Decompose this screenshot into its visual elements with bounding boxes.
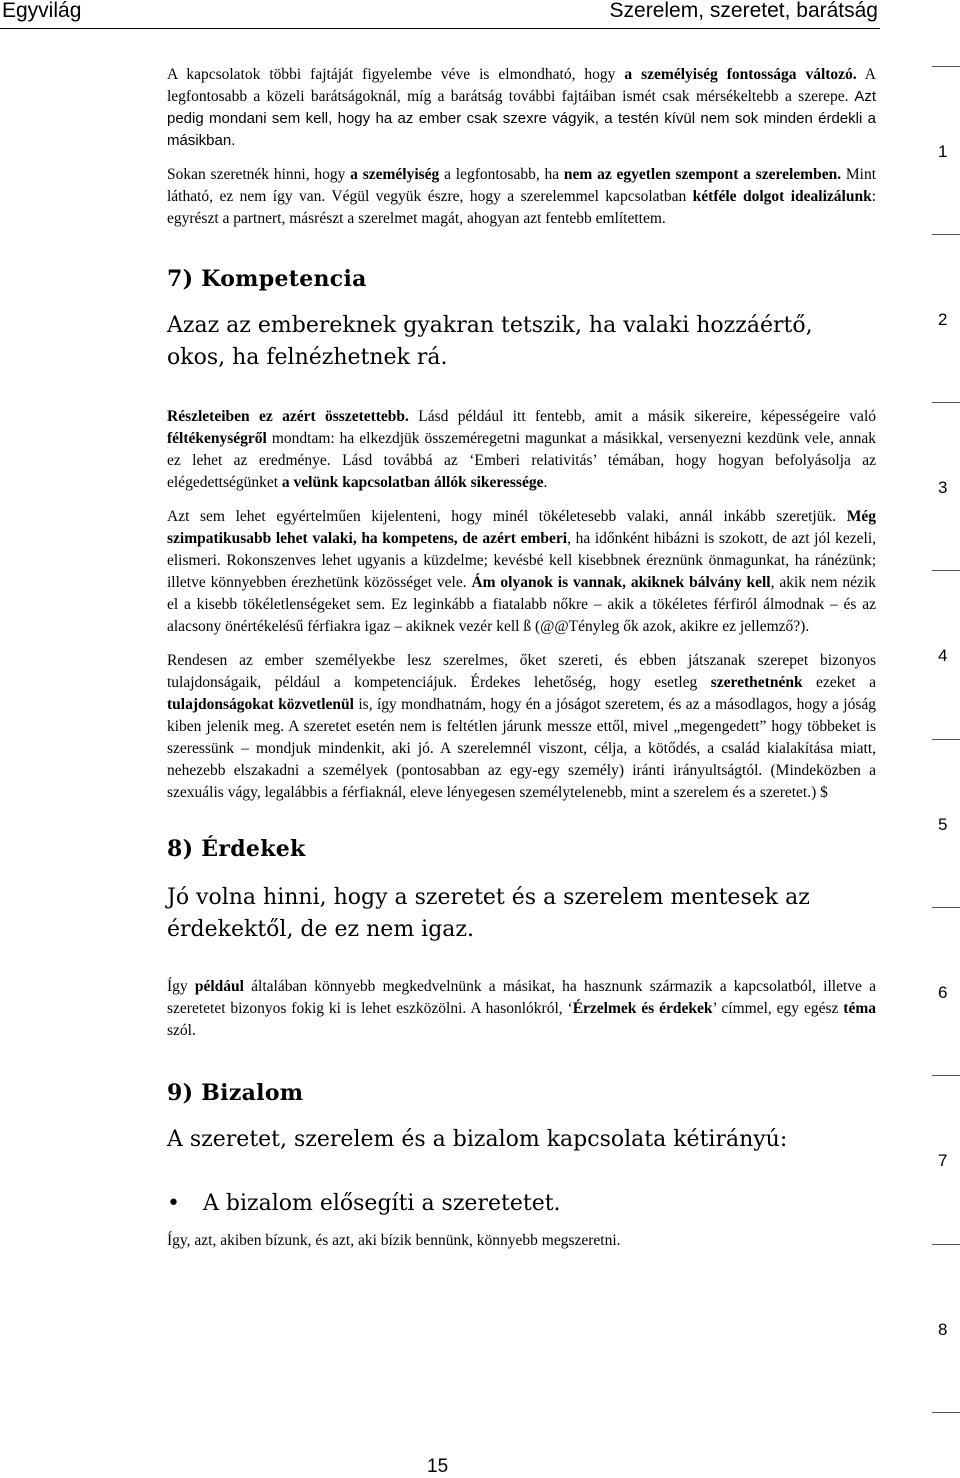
text: , akik nem nézik el a kisebb tökéletlenségeket sem. Ez leginkább a fiatalabb nőkre – akik a tökéletes férfiról álmodnak – és az alacsony önértékelésű férfiakra igaz – akiknek vezér kell ß (@@Tényleg ők azok, akikre ez jellemző?). [167, 574, 876, 635]
text: általában könnyebb megkedvelnünk a másikat, ha hasznunk származik a kapcsolatból, illetve a szeretetet bizonyos fokig ki is lehet eszközölni. A hasonlókról, ‘ [167, 978, 876, 1017]
bold-text: féltékenységről [167, 430, 267, 447]
document-body [167, 64, 876, 1264]
bold-text: nem az egyetlen szempont a szerelemben. [563, 166, 842, 183]
margin-number: 5 [938, 815, 948, 834]
header-left-title: Egyvilág [2, 0, 82, 22]
bold-text: a személyiség [350, 166, 440, 183]
bold-text: tulajdonságokat közvetlenül [167, 696, 354, 713]
page-header [0, 0, 880, 29]
margin-divider [932, 907, 960, 908]
paragraph-qualities [167, 650, 876, 804]
paragraph-interests [167, 976, 876, 1042]
bold-text: téma [843, 1000, 876, 1017]
margin-divider [932, 739, 960, 740]
paragraph-perfection [167, 506, 876, 638]
text: : egyrészt a partnert, másrészt a szerelmet magát, ahogyan azt fentebb említettem. [167, 188, 877, 227]
text: ezeket a [802, 674, 876, 691]
text: Azt pedig mondani sem kell, hogy ha az ember csak szexre vágyik, a testén kívül nem sok minden érdekli a másikban. [167, 88, 876, 149]
margin-number: 2 [938, 310, 948, 329]
bullet-text: A bizalom elősegíti a szeretetet. [203, 1191, 561, 1216]
bold-text: a személyiség fontossága változó. [624, 66, 857, 83]
paragraph-personality-importance [167, 64, 876, 152]
text: mondtam: ha elkezdjük összeméregetni magunkat a másikkal, versenyezni kezdünk vele, annak ez lehet az eredménye. Lásd továbbá az ‘Emberi relativitás’ témában, hogy hogyan befolyásolja az elégedettségünket [167, 430, 876, 491]
text: ’ címmel, egy egész [712, 1000, 844, 1017]
text: Mint látható, ez nem így van. Végül vegyük észre, hogy a szerelemmel kapcsolatban [167, 166, 877, 205]
section-lead-kompetencia: Azaz az embereknek gyakran tetszik, ha valaki hozzáértő, okos, ha felnézhetnek rá. [167, 313, 813, 370]
text: , ha időnként hibázni is szokott, de azt jól kezeli, elismeri. Rokonszenves lehet ugyanis a küzdelme; kevésbé kell kisebbnek éreznünk önmagunkat, ha ránézünk; illetve könnyebben érezhetünk közösséget vele. [167, 530, 877, 591]
page-number: 15 [427, 1456, 449, 1477]
margin-number: 6 [938, 983, 948, 1002]
text: A kapcsolatok többi fajtáját figyelembe véve is elmondható, hogy [167, 66, 625, 83]
text: . [543, 474, 548, 491]
text: Így [167, 978, 195, 995]
bold-text: Részleteiben ez azért összetettebb. [167, 408, 409, 425]
bullet-item [167, 1188, 876, 1220]
bold-text: szerethetnénk [710, 674, 803, 691]
paragraph-trust-closing: Így, azt, akiben bízunk, és azt, aki bízik bennünk, könnyebb megszeretni. [167, 1232, 621, 1249]
paragraph-complexity [167, 406, 876, 494]
margin-number: 8 [938, 1320, 948, 1339]
bullet-dot-icon: • [167, 1191, 180, 1216]
margin-divider [932, 1075, 960, 1076]
margin-number: 3 [938, 478, 948, 497]
text: Azt sem lehet egyértelműen kijelenteni, hogy minél tökéletesebb valaki, annál inkább szeretjük. [167, 508, 847, 525]
section-lead-erdekek: Jó volna hinni, hogy a szeretet és a szerelem mentesek az érdekektől, de ez nem igaz. [167, 885, 810, 942]
margin-divider [932, 1412, 960, 1413]
text: szól. [167, 1022, 196, 1039]
margin-divider [932, 570, 960, 571]
margin-divider [932, 66, 960, 67]
section-lead-bizalom: A szeretet, szerelem és a bizalom kapcsolata kétirányú: [167, 1127, 788, 1152]
paragraph-idealization [167, 164, 876, 230]
bold-text: a velünk kapcsolatban állók sikeressége [281, 474, 544, 491]
text: A legfontosabb a közeli barátságoknál, míg a barátság további fajtáiban ismét csak mérsékeltebb a szerepe. [167, 66, 876, 105]
text: Rendesen az ember személyekbe lesz szerelmes, őket szereti, és ebben játszanak szerepet bizonyos tulajdonságaik, például a kompetenciájuk. Érdekes lehetőség, hogy esetleg [167, 652, 876, 691]
text: is, így mondhatnám, hogy én a jóságot szeretem, és az a másodlagos, hogy a jóság kiben jelenik meg. A szeretet esetén nem is feltétlen járunk messze ettől, mivel „megengedett” hogy többeket is szeressünk – mondjuk mindenkit, aki jó. A szerelemnél viszont, célja, a kötődés, a család kialakítása miatt, nehezebb elszakadni a személyek (pontosabban az egy-egy személy) iránti irányultságtól. (Mindeközben a szexuális vágy, legalábbis a férfiaknál, eleve lényegesen személytelenebb, mint a szerelem és a szeretet.) $ [167, 696, 876, 801]
bold-text: Ám olyanok is vannak, akiknek bálvány kell [471, 574, 771, 591]
margin-number: 7 [938, 1151, 948, 1170]
text: Sokan szeretnék hinni, hogy [167, 166, 351, 183]
margin-number: 4 [938, 646, 948, 665]
text: a legfontosabb, ha [439, 166, 564, 183]
bold-text: Még szimpatikusabb lehet valaki, ha kompetens, de azért emberi [167, 508, 876, 547]
header-right-title: Szerelem, szeretet, barátság [609, 0, 878, 22]
margin-divider [932, 234, 960, 235]
margin-divider [932, 1244, 960, 1245]
bold-text: Érzelmek és érdekek [572, 1000, 713, 1017]
bold-text: kétféle dolgot idealizálunk [692, 188, 872, 205]
section-heading-bizalom: 9) Bizalom [167, 1080, 304, 1106]
section-heading-erdekek: 8) Érdekek [167, 836, 306, 862]
margin-divider [932, 402, 960, 403]
text: Lásd például itt fentebb, amit a másik sikereire, képességeire való [408, 408, 876, 425]
margin-number: 1 [938, 142, 948, 161]
section-heading-kompetencia: 7) Kompetencia [167, 266, 367, 292]
bold-text: például [194, 978, 244, 995]
